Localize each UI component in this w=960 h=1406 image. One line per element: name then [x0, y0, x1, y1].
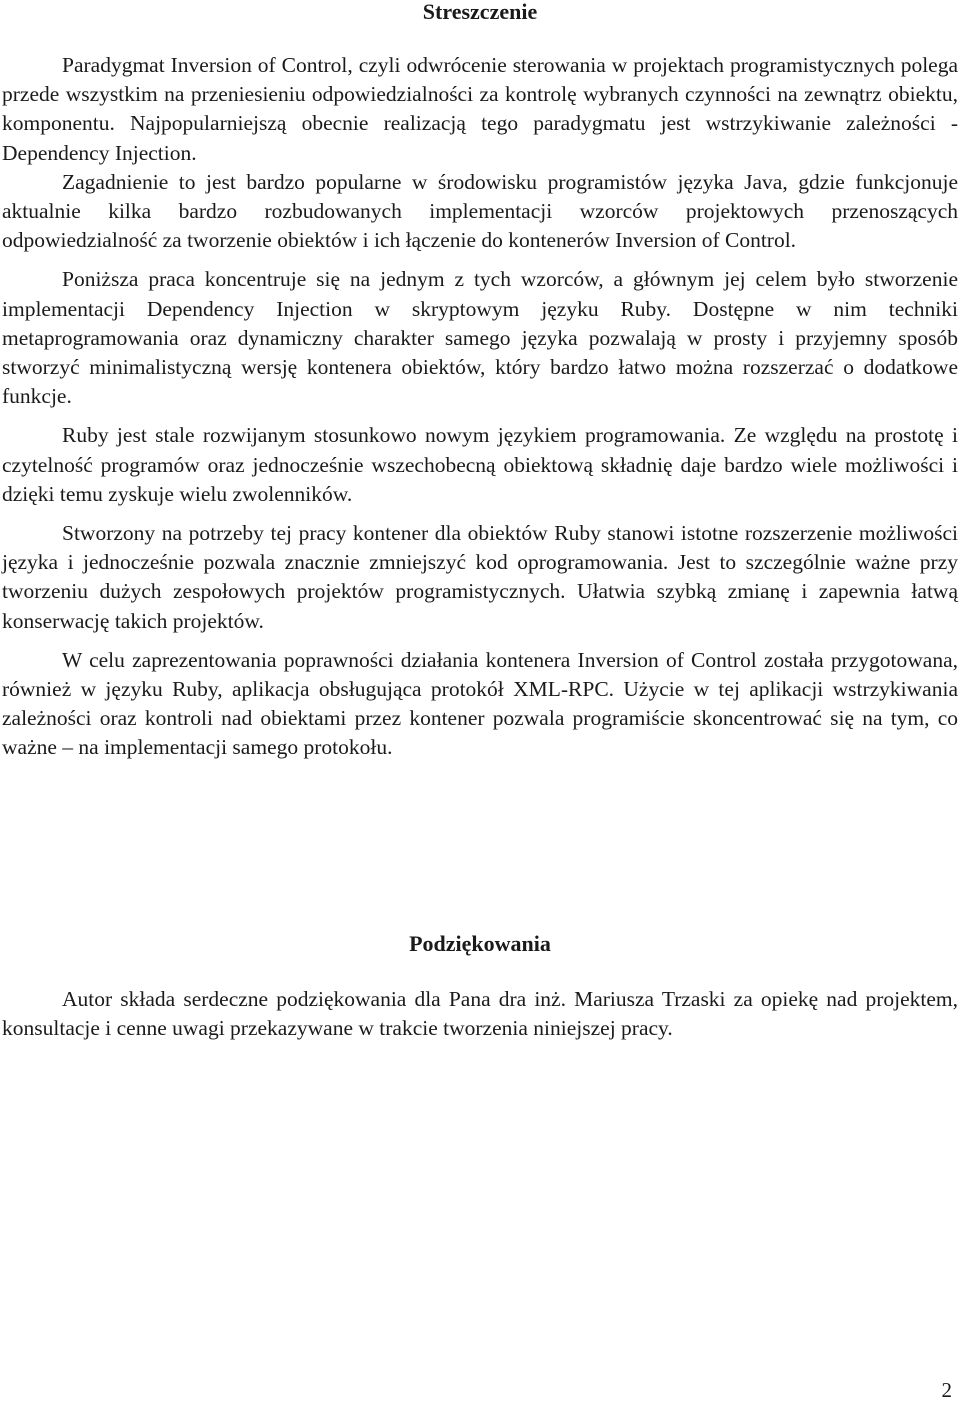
- abstract-section: [2, 51, 958, 763]
- abstract-paragraph-4: Ruby jest stale rozwijanym stosunkowo nowym językiem programowania. Ze względu na prostotę i czytelność programów oraz jednocześnie wszechobecną obiektową składnię daje bardzo wiele możliwości i dzięki temu zyskuje wielu zwolenników.: [2, 423, 958, 506]
- abstract-paragraph-1: Paradygmat Inversion of Control, czyli odwrócenie sterowania w projektach programistycznych polega przede wszystkim na przeniesieniu odpowiedzialności za kontrolę wybranych czynności na zewnątrz obiektu, komponentu. Najpopularniejszą obecnie realizacją tego paradygmatu jest wstrzykiwanie zależności - Dependency Injection.: [2, 53, 958, 165]
- acknowledgements-paragraph-1: Autor składa serdeczne podziękowania dla Pana dra inż. Mariusza Trzaski za opiekę nad projektem, konsultacje i cenne uwagi przekazywane w trakcie tworzenia niniejszej pracy.: [2, 987, 958, 1041]
- page-number: 2: [941, 1378, 952, 1402]
- abstract-paragraph-3: Poniższa praca koncentruje się na jednym z tych wzorców, a głównym jej celem było stworzenie implementacji Dependency Injection w skryptowym języku Ruby. Dostępne w nim techniki metaprogramowania oraz dynamiczny charakter samego języka pozwalają w prosty i przyjemny sposób stworzyć minimalistyczną wersję kontenera obiektów, który bardzo łatwo można rozszerzać o dodatkowe funkcje.: [2, 267, 958, 409]
- acknowledgements-title: Podziękowania: [409, 931, 551, 956]
- abstract-title: Streszczenie: [422, 0, 538, 24]
- acknowledgements-section: [2, 985, 958, 1043]
- abstract-paragraph-2: Zagadnienie to jest bardzo popularne w środowisku programistów języka Java, gdzie funkcjonuje aktualnie kilka bardzo rozbudowanych implementacji wzorców projektowych przenoszących odpowiedzialność za tworzenie obiektów i ich łączenie do kontenerów Inversion of Control.: [2, 169, 958, 253]
- abstract-paragraph-6: W celu zaprezentowania poprawności działania kontenera Inversion of Control została przygotowana, również w języku Ruby, aplikacja obsługująca protokół XML-RPC. Użycie w tej aplikacji wstrzykiwania zależności oraz kontroli nad obiektami przez kontener pozwala programiście skoncentrować się na tym, co ważne – na implementacji samego protokołu.: [2, 647, 958, 760]
- abstract-paragraph-5: Stworzony na potrzeby tej pracy kontener dla obiektów Ruby stanowi istotne rozszerzenie możliwości języka i jednocześnie pozwala znacznie zmniejszyć kod oprogramowania. Jest to szczególnie ważne przy tworzeniu dużych zespołowych projektów programistycznych. Ułatwia szybką zmianę i zapewnia łatwą konserwację takich projektów.: [2, 521, 958, 633]
